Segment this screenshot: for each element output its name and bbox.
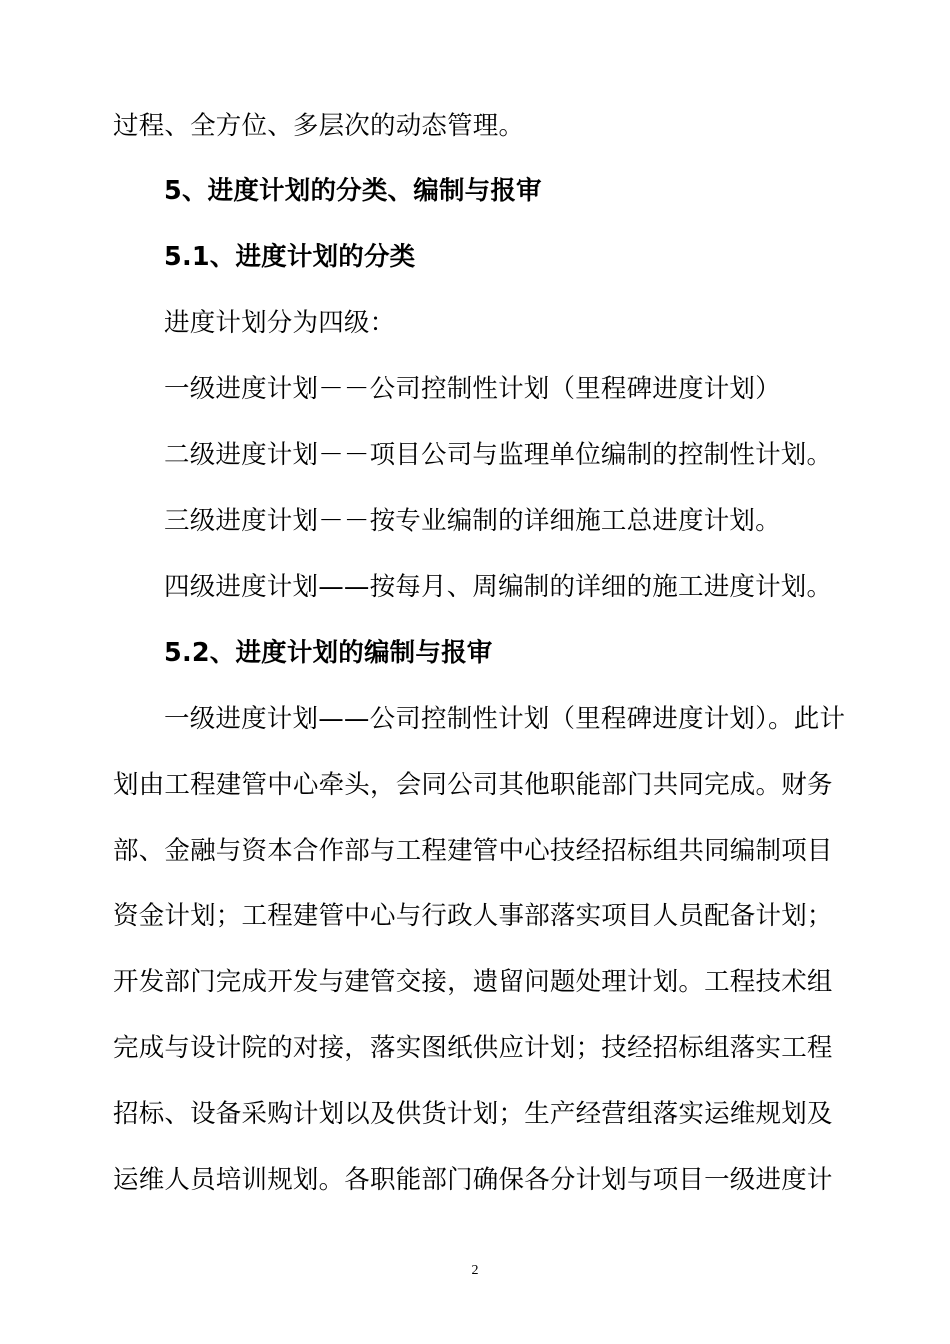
paragraph-levels-intro: 进度计划分为四级： — [164, 308, 396, 338]
subsection-heading-5-2: 5.2、进度计划的编制与报审 — [164, 638, 493, 668]
subsection-heading-5-1: 5.1、进度计划的分类 — [164, 242, 416, 272]
list-item-level-3: 三级进度计划－－按专业编制的详细施工总进度计划。 — [164, 506, 781, 536]
paragraph-line: 资金计划；工程建管中心与行政人事部落实项目人员配备计划； — [113, 901, 833, 931]
list-item-level-1: 一级进度计划－－公司控制性计划（里程碑进度计划） — [164, 374, 781, 404]
paragraph-line: 运维人员培训规划。各职能部门确保各分计划与项目一级进度计 — [113, 1165, 833, 1195]
page-number: 2 — [471, 1263, 479, 1278]
list-item-level-4: 四级进度计划——按每月、周编制的详细的施工进度计划。 — [164, 572, 833, 602]
paragraph-line: 开发部门完成开发与建管交接，遗留问题处理计划。工程技术组 — [113, 967, 833, 997]
paragraph-continuation: 过程、全方位、多层次的动态管理。 — [113, 111, 525, 141]
paragraph-line: 完成与设计院的对接，落实图纸供应计划；技经招标组落实工程 — [113, 1033, 833, 1063]
paragraph-line: 划由工程建管中心牵头，会同公司其他职能部门共同完成。财务 — [113, 770, 833, 800]
paragraph-line: 部、金融与资本合作部与工程建管中心技经招标组共同编制项目 — [113, 836, 833, 866]
section-heading-5: 5、进度计划的分类、编制与报审 — [164, 176, 542, 206]
paragraph-line: 一级进度计划——公司控制性计划（里程碑进度计划）。此计 — [164, 704, 846, 734]
list-item-level-2: 二级进度计划－－项目公司与监理单位编制的控制性计划。 — [164, 440, 833, 470]
paragraph-line: 招标、设备采购计划以及供货计划；生产经营组落实运维规划及 — [113, 1099, 833, 1129]
